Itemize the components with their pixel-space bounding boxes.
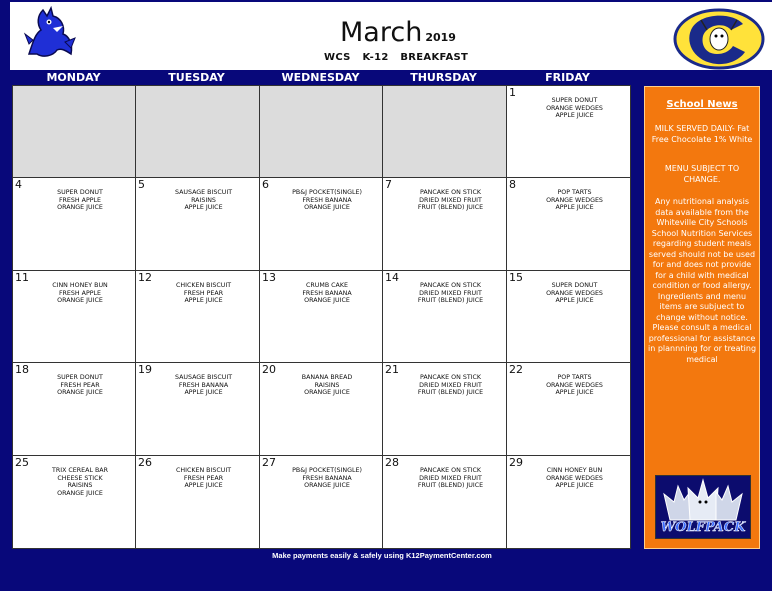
day-number: 7 — [385, 178, 392, 191]
day-number: 5 — [138, 178, 145, 191]
weekday-friday: FRIDAY — [545, 71, 590, 84]
calendar-day-cell — [382, 455, 507, 549]
calendar-day-cell — [12, 455, 136, 549]
menu-items — [274, 467, 380, 490]
menu-item: APPLE JUICE — [555, 482, 594, 490]
menu-item: ORANGE JUICE — [304, 389, 350, 397]
weekday-wednesday: WEDNESDAY — [281, 71, 360, 84]
wolfpack-logo-icon — [655, 475, 751, 539]
calendar-day-cell — [506, 362, 631, 456]
menu-item: ORANGE JUICE — [304, 297, 350, 305]
menu-item: FRUIT (BLEND) JUICE — [417, 482, 484, 490]
menu-item: FRUIT (BLEND) JUICE — [417, 204, 484, 212]
menu-item: APPLE JUICE — [184, 297, 223, 305]
day-number: 20 — [262, 363, 276, 376]
menu-items — [521, 97, 628, 120]
calendar-day-cell — [382, 270, 507, 363]
menu-item: SUPER DONUT — [551, 97, 598, 104]
menu-items — [274, 189, 380, 212]
menu-items — [521, 189, 628, 212]
day-number: 29 — [509, 456, 523, 469]
menu-item: ORANGE JUICE — [57, 489, 103, 497]
menu-item: RAISINS — [191, 196, 216, 204]
menu-item: FRESH BANANA — [302, 196, 352, 204]
menu-items — [27, 189, 133, 212]
menu-item: CINN HONEY BUN — [546, 467, 603, 474]
calendar-grid — [12, 85, 630, 548]
menu-item: PB&J POCKET(SINGLE) — [292, 467, 362, 474]
menu-item: FRESH PEAR — [60, 381, 100, 389]
menu-items — [397, 374, 504, 397]
menu-items — [150, 467, 257, 490]
menu-items — [150, 189, 257, 212]
menu-item: ORANGE JUICE — [304, 482, 350, 490]
calendar-day-cell — [506, 455, 631, 549]
calendar-day-cell — [135, 362, 260, 456]
month-label: March — [340, 17, 423, 48]
menu-item: DRIED MIXED FRUIT — [419, 289, 482, 297]
menu-item: RAISINS — [314, 381, 340, 389]
menu-items — [397, 189, 504, 212]
calendar-day-cell — [135, 455, 260, 549]
menu-item: FRESH APPLE — [58, 196, 102, 204]
weekday-tuesday: TUESDAY — [168, 71, 225, 84]
news-menu-change-text: MENU SUBJECT TO CHANGE. — [664, 164, 740, 184]
menu-item: PB&J POCKET(SINGLE) — [292, 189, 362, 196]
calendar-day-cell — [259, 177, 383, 271]
calendar-empty-cell — [259, 85, 383, 178]
menu-item: SAUSAGE BISCUIT — [174, 374, 233, 381]
menu-items — [521, 374, 628, 397]
menu-item: APPLE JUICE — [184, 389, 223, 397]
menu-item: PANCAKE ON STICK — [419, 467, 482, 474]
menu-item: CINN HONEY BUN — [52, 282, 108, 289]
menu-item: POP TARTS — [557, 374, 592, 381]
calendar-empty-cell — [382, 85, 507, 178]
calendar-day-cell — [382, 177, 507, 271]
menu-item: APPLE JUICE — [184, 204, 223, 212]
menu-item: CRUMB CAKE — [306, 282, 348, 289]
menu-item: FRESH BANANA — [178, 381, 229, 389]
day-number: 18 — [15, 363, 29, 376]
menu-item: DRIED MIXED FRUIT — [419, 474, 482, 482]
day-number: 8 — [509, 178, 516, 191]
menu-item: CHICKEN BISCUIT — [175, 282, 232, 289]
menu-items — [27, 467, 133, 497]
menu-items — [27, 282, 133, 305]
calendar-day-cell — [506, 85, 631, 178]
menu-item: BANANA BREAD — [301, 374, 353, 381]
calendar-day-cell — [12, 177, 136, 271]
menu-item: PANCAKE ON STICK — [419, 282, 482, 289]
menu-item: TRIX CEREAL BAR — [52, 467, 108, 474]
calendar-empty-cell — [135, 85, 260, 178]
menu-items — [397, 282, 504, 305]
menu-item: APPLE JUICE — [184, 482, 223, 490]
weekday-monday: MONDAY — [46, 71, 101, 84]
day-number: 21 — [385, 363, 399, 376]
menu-items — [274, 282, 380, 305]
menu-item: FRUIT (BLEND) JUICE — [417, 297, 484, 305]
menu-item: SUPER DONUT — [57, 189, 103, 196]
year-label: 2019 — [425, 31, 456, 44]
menu-items — [27, 374, 133, 397]
calendar-day-cell — [135, 177, 260, 271]
news-title: School News — [666, 99, 738, 110]
page-title — [340, 17, 456, 48]
menu-items — [150, 374, 257, 397]
menu-item: ORANGE JUICE — [57, 389, 103, 397]
menu-item: PANCAKE ON STICK — [419, 189, 482, 196]
day-number: 13 — [262, 271, 276, 284]
menu-item: FRESH PEAR — [183, 289, 224, 297]
menu-items — [521, 282, 628, 305]
day-number: 12 — [138, 271, 152, 284]
menu-item: FRESH BANANA — [302, 289, 352, 297]
menu-item: DRIED MIXED FRUIT — [419, 381, 482, 389]
menu-subtitle: WCS K-12 BREAKFAST — [324, 52, 469, 63]
menu-item: APPLE JUICE — [555, 297, 594, 305]
menu-item: SUPER DONUT — [57, 374, 103, 381]
day-number: 6 — [262, 178, 269, 191]
menu-item: FRESH PEAR — [183, 474, 224, 482]
menu-item: ORANGE WEDGES — [546, 104, 603, 112]
day-number: 19 — [138, 363, 152, 376]
day-number: 26 — [138, 456, 152, 469]
day-number: 22 — [509, 363, 523, 376]
menu-item: APPLE JUICE — [555, 389, 594, 397]
menu-item: FRUIT (BLEND) JUICE — [417, 389, 484, 397]
calendar-day-cell — [259, 270, 383, 363]
day-number: 15 — [509, 271, 523, 284]
menu-item: FRESH APPLE — [58, 289, 102, 297]
day-number: 28 — [385, 456, 399, 469]
wolfpack-logo-text: WOLFPACK — [660, 520, 746, 535]
menu-item: FRESH BANANA — [302, 474, 352, 482]
menu-item: ORANGE WEDGES — [546, 196, 603, 204]
menu-item: SAUSAGE BISCUIT — [174, 189, 233, 196]
calendar-day-cell — [382, 362, 507, 456]
day-number: 25 — [15, 456, 29, 469]
calendar-day-cell — [259, 455, 383, 549]
calendar-empty-cell — [12, 85, 136, 178]
menu-item: ORANGE WEDGES — [546, 289, 603, 297]
menu-item: ORANGE WEDGES — [546, 474, 603, 482]
menu-item: ORANGE WEDGES — [546, 381, 603, 389]
payment-footer: Make payments easily & safely using K12PaymentCenter.com — [272, 551, 492, 560]
weekday-thursday: THURSDAY — [410, 71, 477, 84]
c-bee-mascot-icon — [673, 8, 765, 70]
menu-item: POP TARTS — [557, 189, 592, 196]
day-number: 11 — [15, 271, 29, 284]
menu-items — [397, 467, 504, 490]
menu-items — [150, 282, 257, 305]
weekday-header-row — [12, 71, 630, 85]
day-number: 14 — [385, 271, 399, 284]
day-number: 1 — [509, 86, 516, 99]
menu-item: ORANGE JUICE — [304, 204, 350, 212]
wolf-mascot-icon — [23, 4, 77, 60]
calendar-day-cell — [135, 270, 260, 363]
school-news-panel — [644, 86, 760, 549]
calendar-day-cell — [506, 177, 631, 271]
menu-items — [521, 467, 628, 490]
news-disclaimer-text: Any nutritional analysis data available from the Whiteville City Schools School Nutrition Services regarding student meals served should not be used for and does not provide for a child with medical condition or food allergy. Ingredients and menu items are subjuect to change without notice. Please consult a medical professional for assistance in plannning for or treating medical — [648, 197, 757, 364]
menu-item: CHEESE STICK — [57, 474, 103, 482]
menu-item: APPLE JUICE — [555, 204, 594, 212]
calendar-day-cell — [12, 362, 136, 456]
menu-item: PANCAKE ON STICK — [419, 374, 482, 381]
menu-items — [274, 374, 380, 397]
menu-item: SUPER DONUT — [551, 282, 598, 289]
calendar-day-cell — [12, 270, 136, 363]
menu-item: ORANGE JUICE — [57, 297, 103, 305]
day-number: 27 — [262, 456, 276, 469]
news-milk-text: MILK SERVED DAILY- Fat Free Chocolate 1% White — [651, 124, 753, 144]
menu-item: RAISINS — [67, 482, 93, 490]
menu-item: APPLE JUICE — [555, 112, 594, 120]
day-number: 4 — [15, 178, 22, 191]
calendar-day-cell — [506, 270, 631, 363]
menu-item: CHICKEN BISCUIT — [175, 467, 232, 474]
calendar-header — [10, 2, 772, 70]
menu-item: DRIED MIXED FRUIT — [419, 196, 482, 204]
calendar-day-cell — [259, 362, 383, 456]
menu-item: ORANGE JUICE — [57, 204, 103, 212]
